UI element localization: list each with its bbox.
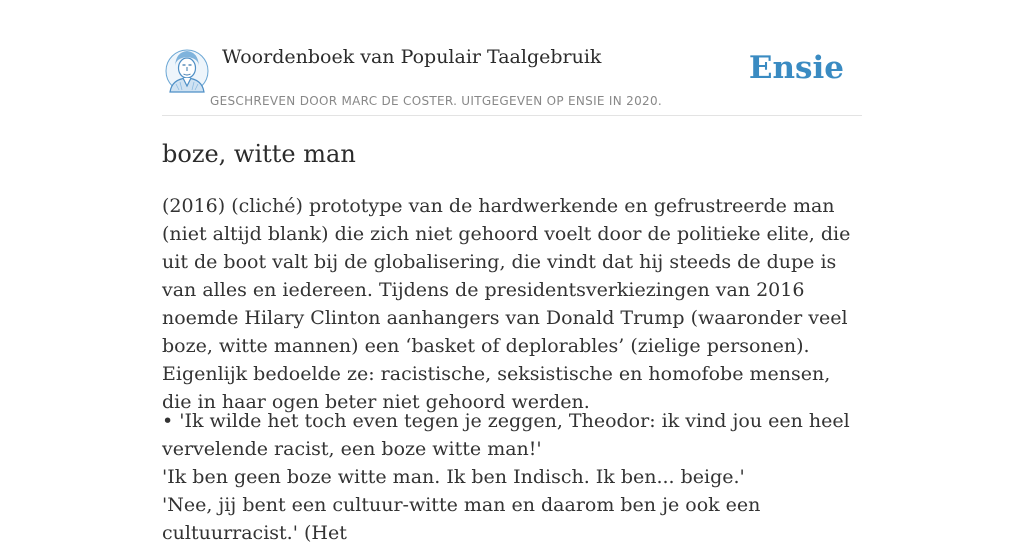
entry-definition: (2016) (cliché) prototype van de hardwerkende en gefrustreerde man (niet altijd blank) die zich niet gehoord voelt door de politieke elite, die uit de boot valt bij de globalisering, die vindt dat hij steeds de dupe is van alles en iedereen. Tijdens de presidentsverkiezingen van 2016 noemde Hilary Clinton aanhangers van Donald Trump (waaronder veel boze, witte mannen) een ‘basket of deplorables’ (zielige personen). Eigenlijk bedoelde ze: racistische, seksistische en homofobe mensen, die in haar ogen beter niet gehoord werden. <box>162 195 851 413</box>
entry-term: boze, witte man <box>162 140 356 168</box>
author-byline: GESCHREVEN DOOR MARC DE COSTER. UITGEGEVEN OP ENSIE IN 2020. <box>210 94 662 108</box>
example-line: 'Ik ben geen boze witte man. Ik ben Indisch. Ik ben... beige.' <box>162 466 745 488</box>
book-title[interactable]: Woordenboek van Populair Taalgebruik <box>222 46 602 68</box>
entry-example <box>162 407 862 547</box>
page-container <box>162 0 862 544</box>
page-header <box>162 0 862 116</box>
example-line: 'Nee, jij bent een cultuur-witte man en daarom ben je ook een cultuurracist.' (Het <box>162 494 761 544</box>
example-line: • 'Ik wilde het toch even tegen je zeggen, Theodor: ik vind jou een heel vervelende racist, een boze witte man!' <box>162 410 850 460</box>
ensie-logo[interactable]: Ensie <box>748 50 844 86</box>
author-portrait-icon <box>164 46 210 96</box>
